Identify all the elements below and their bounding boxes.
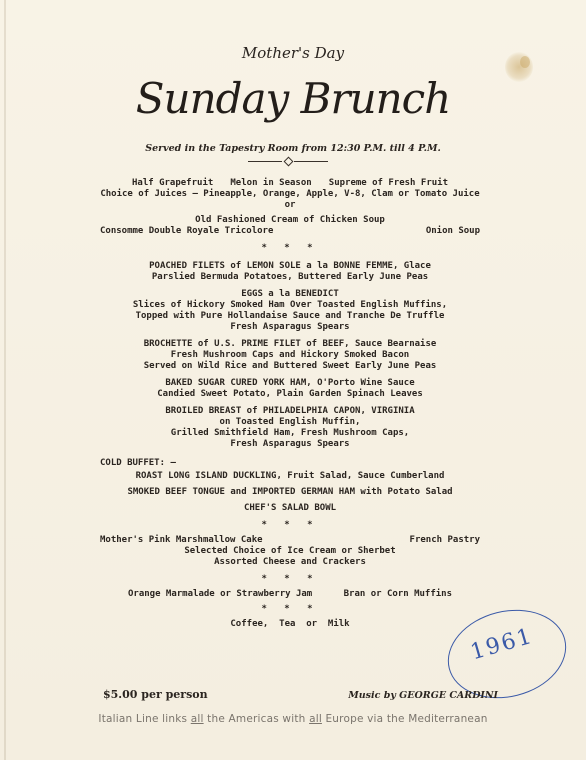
stars-separator: * * *: [261, 520, 319, 530]
italian-line-slogan: [0, 713, 586, 725]
divider-line-left: [248, 161, 282, 162]
slogan-part: Europe via the Mediterranean: [321, 713, 488, 725]
slogan-all: all: [190, 713, 204, 725]
served-note: Served in the Tapestry Room from 12:30 P.M. till 4 P.M.: [145, 143, 441, 154]
menu-item-pastry: French Pastry: [409, 535, 480, 545]
main-dish-line: Fresh Mushroom Caps and Hickory Smoked Bacon: [170, 350, 410, 360]
cold-buffet-item: ROAST LONG ISLAND DUCKLING, Fruit Salad, Sauce Cumberland: [135, 471, 445, 481]
soup-row: [100, 226, 480, 237]
menu-item-cake: Mother's Pink Marshmallow Cake: [100, 535, 263, 545]
dessert-row: [100, 535, 480, 546]
main-dish-title: BROILED BREAST of PHILADELPHIA CAPON, VIRGINIA: [165, 406, 415, 416]
menu-item-melon: Melon in Season: [230, 178, 312, 188]
cold-buffet-label: COLD BUFFET: —: [100, 458, 176, 468]
slogan-part: the Americas with: [203, 713, 310, 725]
cold-buffet-item: CHEF'S SALAD BOWL: [243, 503, 337, 513]
menu-body: [100, 178, 480, 630]
diamond-ornament-icon: [284, 157, 294, 167]
main-dish-title: POACHED FILETS of LEMON SOLE a la BONNE FEMME, Glace: [149, 261, 431, 271]
divider-line-right: [294, 161, 328, 162]
menu-item-beverages: Coffee, Tea or Milk: [230, 619, 350, 629]
main-dish-line: Fresh Asparagus Spears: [230, 439, 350, 449]
menu-item-supreme: Supreme of Fresh Fruit: [328, 178, 448, 188]
menu-item-marmalade: Orange Marmalade or Strawberry Jam: [128, 589, 313, 599]
stars-separator: * * *: [261, 604, 319, 614]
ornament-divider: [248, 158, 328, 166]
menu-item-onion-soup: Onion Soup: [425, 226, 480, 236]
menu-item-chicken-soup: Old Fashioned Cream of Chicken Soup: [195, 215, 385, 225]
main-dish-line: Grilled Smithfield Ham, Fresh Mushroom Caps,: [170, 428, 410, 438]
bread-row: [100, 589, 480, 600]
handwritten-year: 1961: [467, 623, 537, 666]
main-dish-line: Slices of Hickory Smoked Ham Over Toasted English Muffins,: [132, 300, 448, 310]
main-dish-line: Served on Wild Rice and Buttered Sweet Early June Peas: [143, 361, 437, 371]
main-dish-line: Parslied Bermuda Potatoes, Buttered Early June Peas: [151, 272, 429, 282]
menu-item-cheese: Assorted Cheese and Crackers: [214, 557, 366, 567]
menu-item-ice-cream: Selected Choice of Ice Cream or Sherbet: [184, 546, 396, 556]
main-dish-line: Fresh Asparagus Spears: [230, 322, 350, 332]
main-dish-line: Topped with Pure Hollandaise Sauce and Tranche De Truffle: [135, 311, 445, 321]
menu-item-muffins: Bran or Corn Muffins: [343, 589, 452, 599]
menu-title: Sunday Brunch: [135, 74, 451, 123]
main-dish-title: EGGS a la BENEDICT: [241, 289, 339, 299]
menu-or: or: [284, 200, 296, 210]
stars-separator: * * *: [261, 243, 319, 253]
slogan-part: Italian Line links: [98, 713, 191, 725]
main-dish-line: Candied Sweet Potato, Plain Garden Spinach Leaves: [157, 389, 423, 399]
main-dish-title: BROCHETTE of U.S. PRIME FILET of BEEF, Sauce Bearnaise: [143, 339, 437, 349]
menu-item-consomme: Consomme Double Royale Tricolore: [100, 226, 274, 236]
cold-buffet-item: SMOKED BEEF TONGUE and IMPORTED GERMAN HAM with Potato Salad: [127, 487, 453, 497]
main-dish-line: on Toasted English Muffin,: [219, 417, 361, 427]
menu-item-grapefruit: Half Grapefruit: [132, 178, 214, 188]
music-credit: Music by GEORGE CARDINI: [348, 690, 498, 701]
main-dish-title: BAKED SUGAR CURED YORK HAM, O'Porto Wine Sauce: [165, 378, 415, 388]
slogan-all: all: [309, 713, 322, 725]
occasion-heading: Mother's Day: [241, 44, 345, 62]
menu-item-juices: Choice of Juices — Pineapple, Orange, Apple, V-8, Clam or Tomato Juice: [100, 189, 480, 199]
price: $5.00 per person: [103, 688, 208, 701]
starters-row: [100, 178, 480, 189]
stars-separator: * * *: [261, 574, 319, 584]
